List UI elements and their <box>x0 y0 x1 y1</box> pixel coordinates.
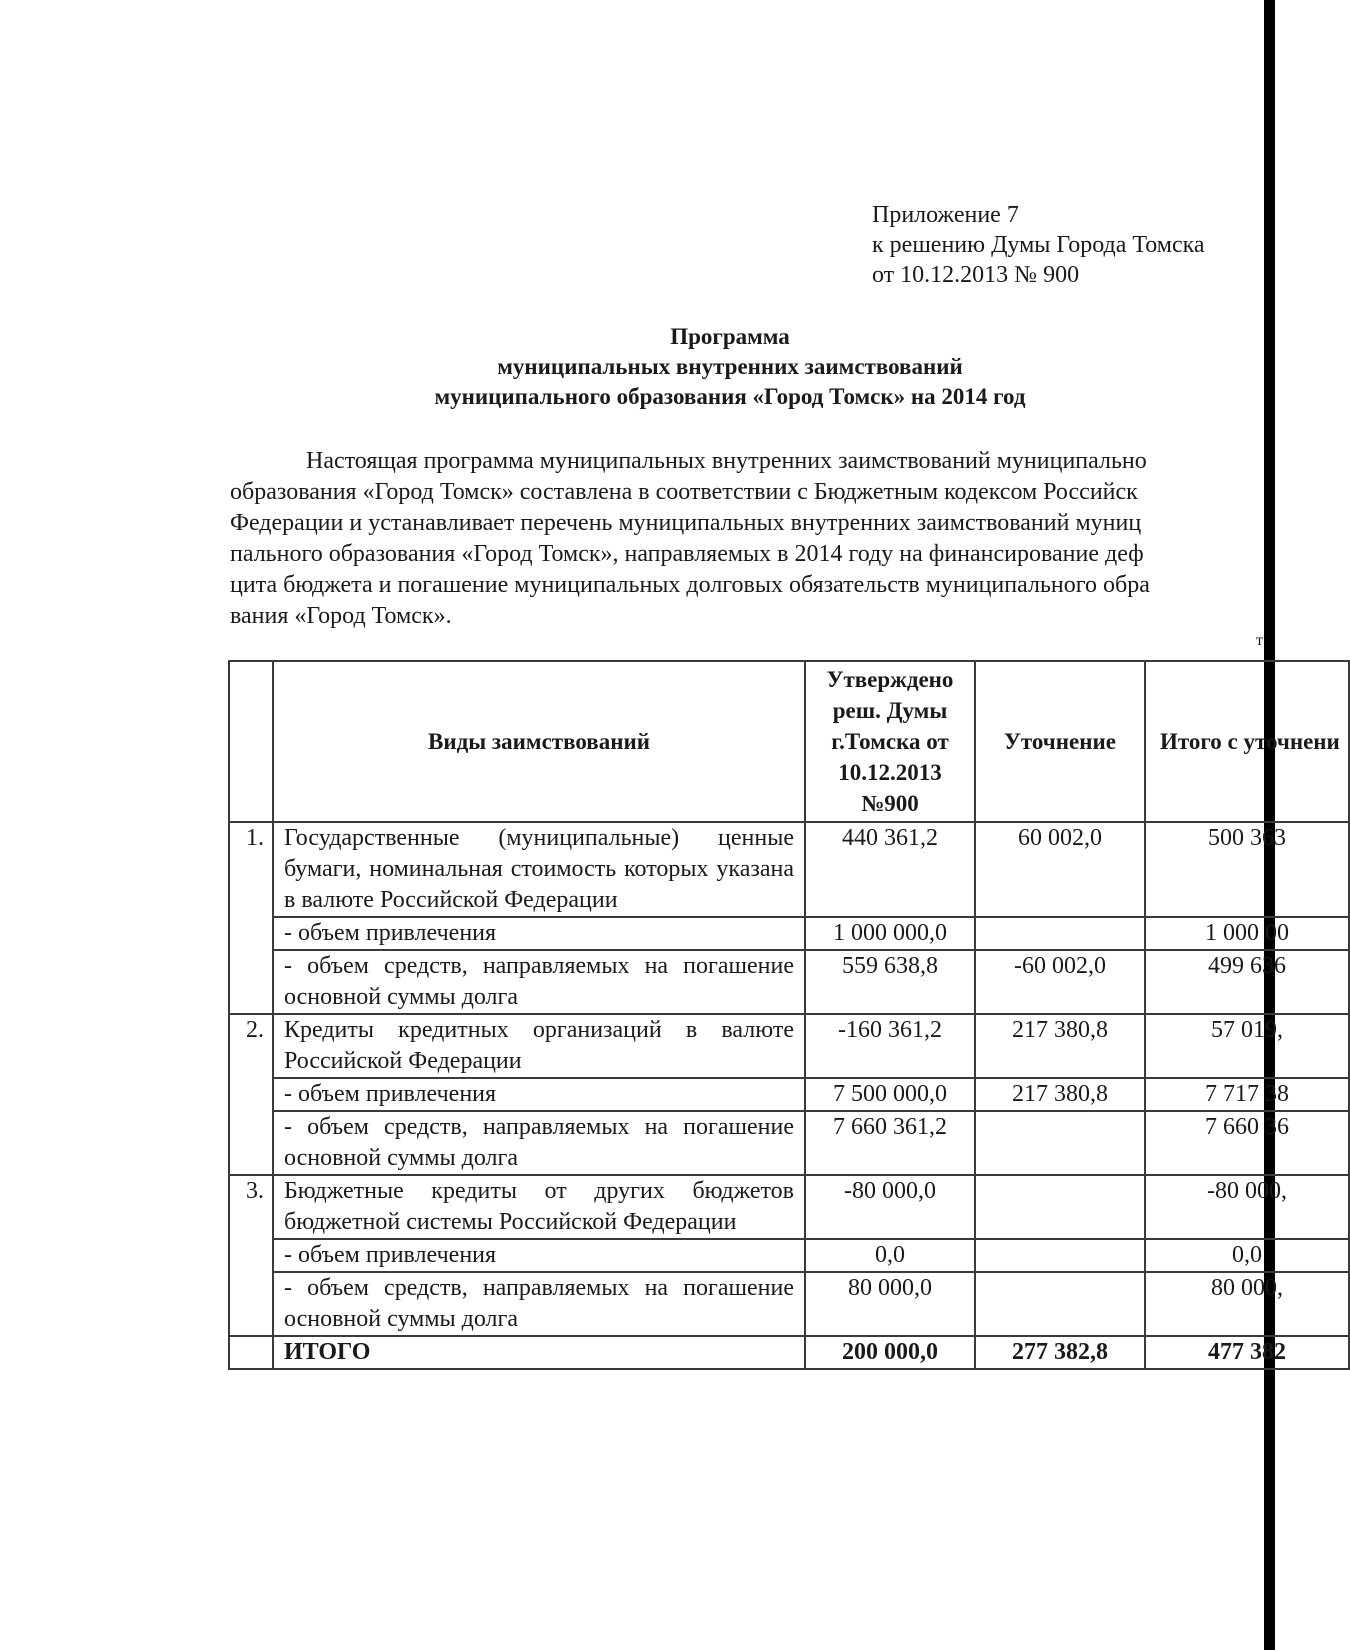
row-name: - объем привлечения <box>273 1239 805 1272</box>
total-label: ИТОГО <box>273 1336 805 1369</box>
table-total-row <box>229 1336 1349 1369</box>
row-clarification: -60 002,0 <box>975 950 1145 1014</box>
row-number: 3. <box>229 1175 273 1336</box>
row-name: - объем средств, направляемых на погашение основной суммы долга <box>273 1272 805 1336</box>
table-row <box>229 917 1349 950</box>
title-line: муниципального образования «Город Томск» на 2014 год <box>434 384 1026 409</box>
row-approved: 7 500 000,0 <box>805 1078 975 1111</box>
row-approved: -160 361,2 <box>805 1014 975 1078</box>
row-clarification: 217 380,8 <box>975 1014 1145 1078</box>
intro-line: пального образования «Город Томск», направляемых в 2014 году на финансирование деф <box>230 541 1144 567</box>
row-approved: 0,0 <box>805 1239 975 1272</box>
row-total: 500 363 <box>1145 822 1349 917</box>
row-number: 1. <box>229 822 273 1014</box>
header-total: Итого с уточнени <box>1145 661 1349 822</box>
row-clarification <box>975 1272 1145 1336</box>
intro-line: Настоящая программа муниципальных внутренних заимствований муниципально <box>306 448 1147 474</box>
intro-line: Федерации и устанавливает перечень муниципальных внутренних заимствований муниц <box>230 510 1142 536</box>
intro-line: вания «Город Томск». <box>230 603 452 629</box>
table-row <box>229 1272 1349 1336</box>
row-name: - объем средств, направляемых на погашение основной суммы долга <box>273 1111 805 1175</box>
row-name: Бюджетные кредиты от других бюджетов бюджетной системы Российской Федерации <box>273 1175 805 1239</box>
row-name: - объем привлечения <box>273 1078 805 1111</box>
table-row <box>229 1239 1349 1272</box>
row-clarification <box>975 1175 1145 1239</box>
annex-line: от 10.12.2013 № 900 <box>872 262 1080 288</box>
intro-paragraph <box>230 446 1264 632</box>
title-line: Программа <box>670 324 790 349</box>
row-approved: 559 638,8 <box>805 950 975 1014</box>
row-name: - объем привлечения <box>273 917 805 950</box>
borrowings-table <box>228 660 1350 1370</box>
row-name: Государственные (муниципальные) ценные бумаги, номинальная стоимость которых указана в валюте Российской Федерации <box>273 822 805 917</box>
table-row <box>229 1078 1349 1111</box>
row-approved: 7 660 361,2 <box>805 1111 975 1175</box>
document-title <box>230 322 1230 412</box>
total-total: 477 382 <box>1145 1336 1349 1369</box>
header-number <box>229 661 273 822</box>
table-row <box>229 1175 1349 1239</box>
borrowings-table-container <box>228 660 1340 1370</box>
row-clarification: 217 380,8 <box>975 1078 1145 1111</box>
table-header-row <box>229 661 1349 822</box>
row-total: -80 000, <box>1145 1175 1349 1239</box>
intro-line: цита бюджета и погашение муниципальных долговых обязательств муниципального обра <box>230 572 1150 598</box>
unit-label: т <box>1256 632 1263 649</box>
table-row <box>229 950 1349 1014</box>
row-clarification <box>975 917 1145 950</box>
header-approved: Утверждено реш. Думы г.Томска от 10.12.2013 №900 <box>805 661 975 822</box>
total-approved: 200 000,0 <box>805 1336 975 1369</box>
row-approved: 1 000 000,0 <box>805 917 975 950</box>
row-total: 499 636 <box>1145 950 1349 1014</box>
table-row <box>229 1111 1349 1175</box>
intro-line: образования «Город Томск» составлена в соответствии с Бюджетным кодексом Российск <box>230 479 1138 505</box>
title-line: муниципальных внутренних заимствований <box>497 354 963 379</box>
row-total: 1 000 00 <box>1145 917 1349 950</box>
row-approved: 80 000,0 <box>805 1272 975 1336</box>
row-total: 7 660 36 <box>1145 1111 1349 1175</box>
row-name: - объем средств, направляемых на погашение основной суммы долга <box>273 950 805 1014</box>
row-approved: -80 000,0 <box>805 1175 975 1239</box>
row-total: 0,0 <box>1145 1239 1349 1272</box>
row-total: 80 000, <box>1145 1272 1349 1336</box>
table-row <box>229 1014 1349 1078</box>
row-name: Кредиты кредитных организаций в валюте Российской Федерации <box>273 1014 805 1078</box>
annex-line: к решению Думы Города Томска <box>872 232 1205 258</box>
row-total: 57 019, <box>1145 1014 1349 1078</box>
row-total: 7 717 38 <box>1145 1078 1349 1111</box>
row-approved: 440 361,2 <box>805 822 975 917</box>
table-row <box>229 822 1349 917</box>
annex-reference <box>872 200 1205 290</box>
annex-line: Приложение 7 <box>872 202 1019 228</box>
total-clarification: 277 382,8 <box>975 1336 1145 1369</box>
row-clarification <box>975 1111 1145 1175</box>
row-clarification: 60 002,0 <box>975 822 1145 917</box>
header-clarification: Уточнение <box>975 661 1145 822</box>
row-number: 2. <box>229 1014 273 1175</box>
total-number <box>229 1336 273 1369</box>
header-type: Виды заимствований <box>273 661 805 822</box>
row-clarification <box>975 1239 1145 1272</box>
